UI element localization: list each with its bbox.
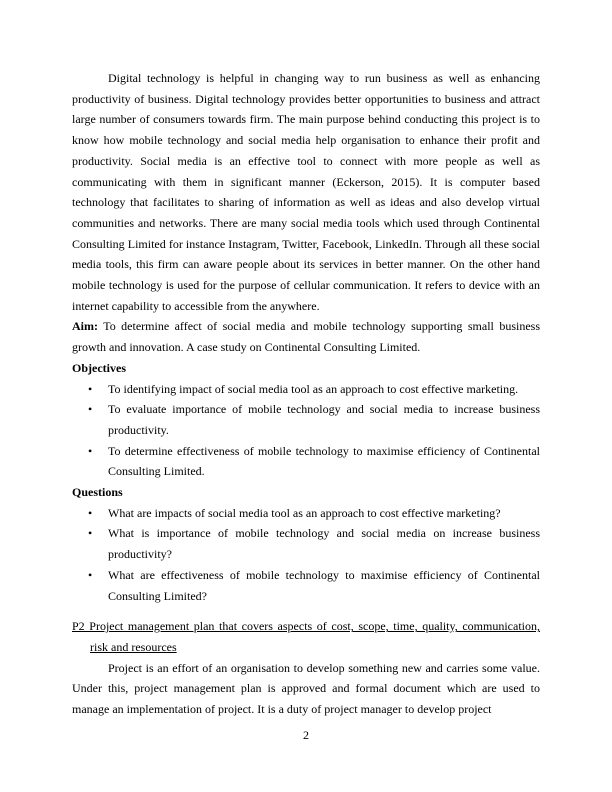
aim-paragraph — [72, 316, 540, 357]
bullet-icon: • — [88, 567, 93, 582]
aim-label: Aim: — [72, 319, 98, 334]
objective-item — [72, 441, 540, 482]
objective-text: To identifying impact of social media tool as an approach to cost effective marketing. — [108, 381, 519, 396]
bullet-icon: • — [88, 402, 93, 417]
question-item — [72, 565, 540, 606]
intro-paragraph: Digital technology is helpful in changing way to run business as well as enhancing productivity of business. Digital technology provides better opportunities to business and attract large number of consumers towards firm. The main purpose behind conducting this project is to know how mobile technology and social media help organisation to enhance their profit and productivity. Social media is an effective tool to connect with more people as well as communicating with them in significant manner (Eckerson, 2015). It is computer based technology that facilitates to sharing of information as well as ideas and also develop virtual communities and networks. There are many social media tools which used through Continental Consulting Limited for instance Instagram, Twitter, Facebook, LinkedIn. Through all these social media tools, this firm can aware people about its services in better manner. On the other hand mobile technology is used for the purpose of cellular communication. It refers to device with an internet capability to accessible from the anywhere. — [72, 71, 540, 313]
objective-item — [72, 379, 540, 400]
objective-item — [72, 399, 540, 440]
section-p2-title: P2 Project management plan that covers aspects of cost, scope, time, quality, communication, risk and resources — [72, 619, 540, 654]
section-p2-paragraph: Project is an effort of an organisation to develop something new and carries some value. Under this, project management plan is approved and formal document which are used to manage an implementation of project. It is a duty of project manager to develop project — [72, 660, 540, 717]
question-text: What are effectiveness of mobile technology to maximise efficiency of Continental Consulting Limited? — [108, 567, 540, 603]
question-item — [72, 523, 540, 564]
question-text: What is importance of mobile technology and social media on increase business productivity? — [108, 526, 540, 562]
question-text: What are impacts of social media tool as an approach to cost effective marketing? — [108, 505, 501, 520]
bullet-icon: • — [88, 505, 93, 520]
questions-heading: Questions — [72, 485, 123, 500]
objectives-heading: Objectives — [72, 360, 126, 375]
objective-text: To determine effectiveness of mobile technology to maximise efficiency of Continental Consulting Limited. — [108, 443, 540, 479]
bullet-icon: • — [88, 443, 93, 458]
bullet-icon: • — [88, 526, 93, 541]
document-page — [72, 68, 540, 720]
objectives-list — [72, 379, 540, 483]
aim-text: To determine affect of social media and mobile technology supporting small business growth and innovation. A case study on Continental Consulting Limited. — [72, 319, 540, 355]
objective-text: To evaluate importance of mobile technology and social media to increase business productivity. — [108, 402, 540, 437]
question-item — [72, 503, 540, 524]
questions-list — [72, 503, 540, 607]
bullet-icon: • — [88, 381, 93, 396]
page-number: 2 — [303, 728, 309, 742]
